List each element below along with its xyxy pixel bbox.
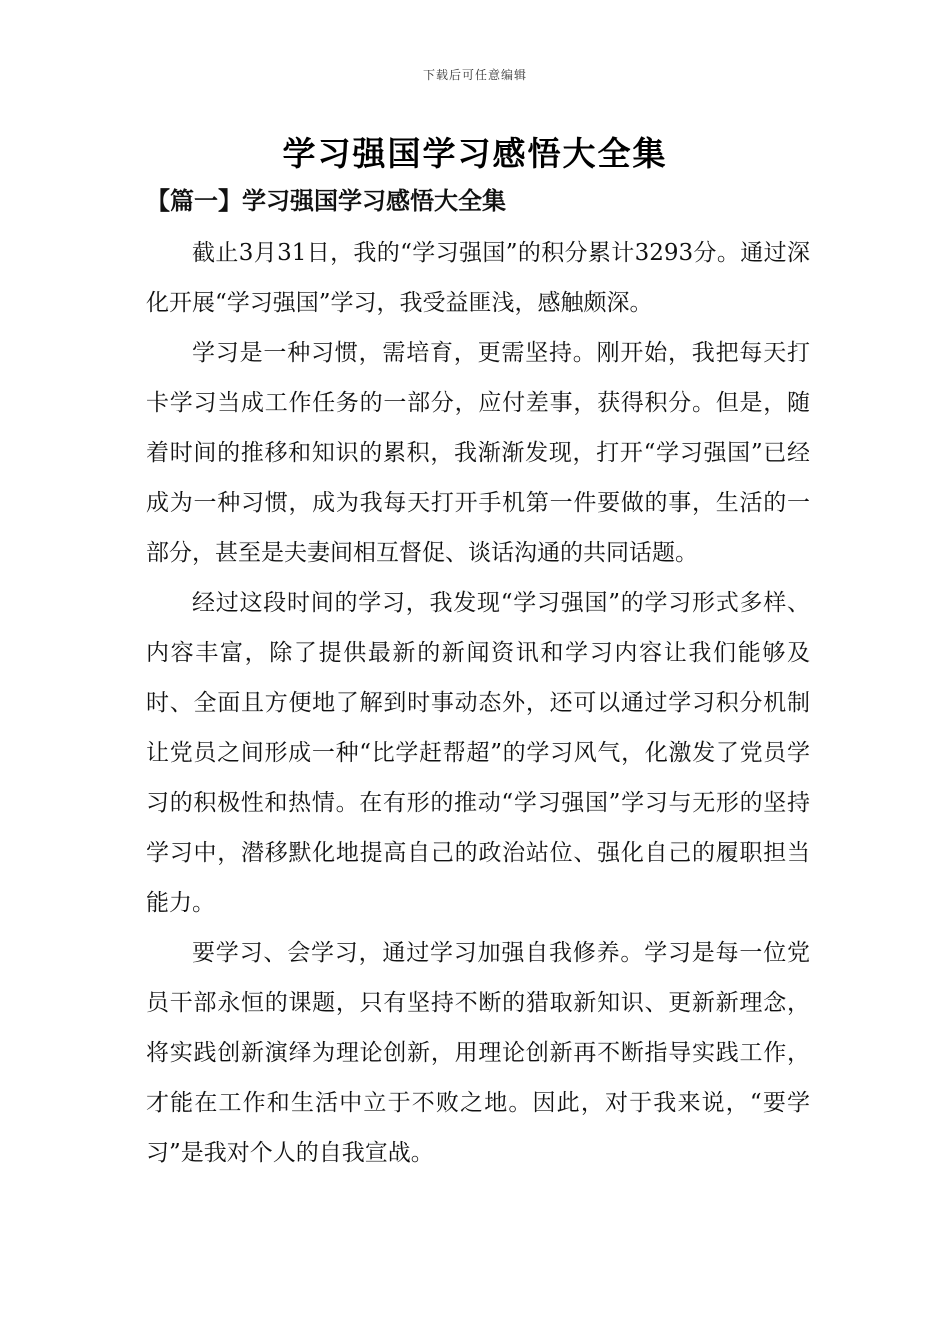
paragraph: 学习是一种习惯，需培育，更需坚持。刚开始，我把每天打卡学习当成工作任务的一部分，应付差事，获得积分。但是，随着时间的推移和知识的累积，我渐渐发现，打开“学习强国”已经成为一种习惯，成为我每天打开手机第一件要做的事，生活的一部分，甚至是夫妻间相互督促、谈话沟通的共同话题。 — [146, 340, 810, 566]
paragraph: 截止3月31日，我的“学习强国”的积分累计3293分。通过深化开展“学习强国”学习，我受益匪浅，感触颇深。 — [146, 240, 810, 316]
header-note: 下载后可任意编辑 — [422, 68, 527, 82]
body-text — [146, 228, 810, 1178]
paragraph: 要学习、会学习，通过学习加强自我修养。学习是每一位党员干部永恒的课题，只有坚持不断的猎取新知识、更新新理念，将实践创新演绎为理论创新，用理论创新再不断指导实践工作，才能在工作和生活中立于不败之地。因此，对于我来说，“要学习”是我对个人的自我宣战。 — [146, 940, 810, 1166]
section-heading: 【篇一】学习强国学习感悟大全集 — [146, 186, 506, 215]
paragraph: 经过这段时间的学习，我发现“学习强国”的学习形式多样、内容丰富，除了提供最新的新闻资讯和学习内容让我们能够及时、全面且方便地了解到时事动态外，还可以通过学习积分机制让党员之间形成一种“比学赶帮超”的学习风气，化激发了党员学习的积极性和热情。在有形的推动“学习强国”学习与无形的坚持学习中，潜移默化地提高自己的政治站位、强化自己的履职担当能力。 — [146, 590, 810, 916]
document-title: 学习强国学习感悟大全集 — [282, 134, 668, 173]
